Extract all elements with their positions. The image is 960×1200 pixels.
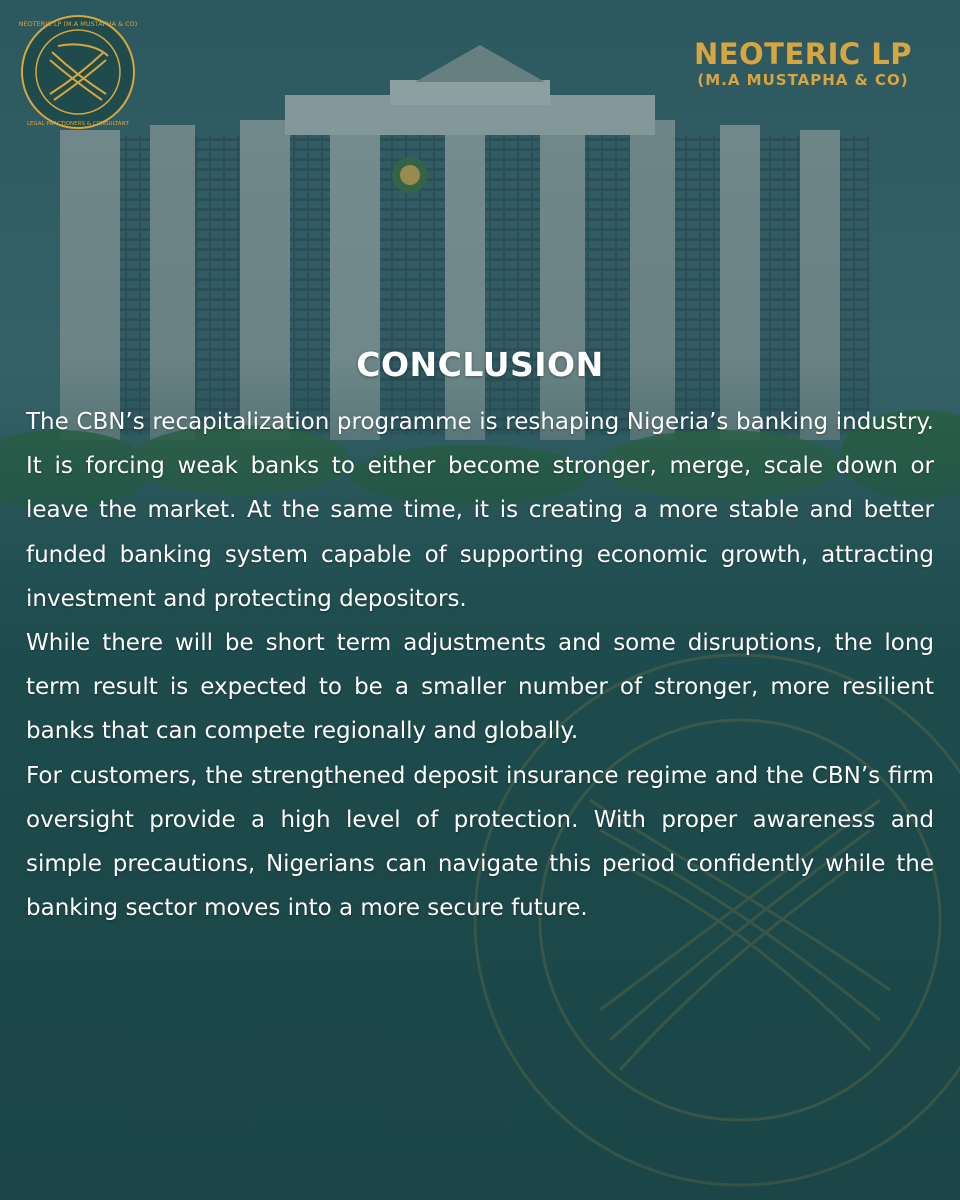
paragraph-3: For customers, the strengthened deposit insurance regime and the CBN’s firm oversight provide a high level of protection. With proper awareness and simple precautions, Nigerians can navigate this period confidently while the banking sector moves into a more secure future.	[26, 762, 934, 922]
page-title: CONCLUSION	[356, 345, 604, 384]
firm-logo-icon	[18, 12, 138, 132]
brand-subname: (M.A MUSTAPHA & CO)	[697, 71, 909, 89]
paragraph-1: The CBN’s recapitalization programme is reshaping Nigeria’s banking industry. It is forcing weak banks to either become stronger, merge, scale down or leave the market. At the same time, it is creating a more stable and better funded banking system capable of supporting economic growth, attracting investment and protecting depositors.	[26, 409, 934, 612]
paragraph-2: While there will be short term adjustments and some disruptions, the long term result is expected to be a smaller number of stronger, more resilient banks that can compete regionally and globally.	[26, 630, 934, 745]
brand-block	[694, 38, 912, 89]
brand-name: NEOTERIC LP	[693, 37, 912, 71]
svg-text:NEOTERIC LP (M.A MUSTAPHA & CO: NEOTERIC LP (M.A MUSTAPHA & CO)	[18, 20, 138, 28]
svg-text:LEGAL PRACTIONERS & CONSULTANT: LEGAL PRACTIONERS & CONSULTANT	[26, 121, 130, 127]
conclusion-body	[26, 400, 934, 930]
